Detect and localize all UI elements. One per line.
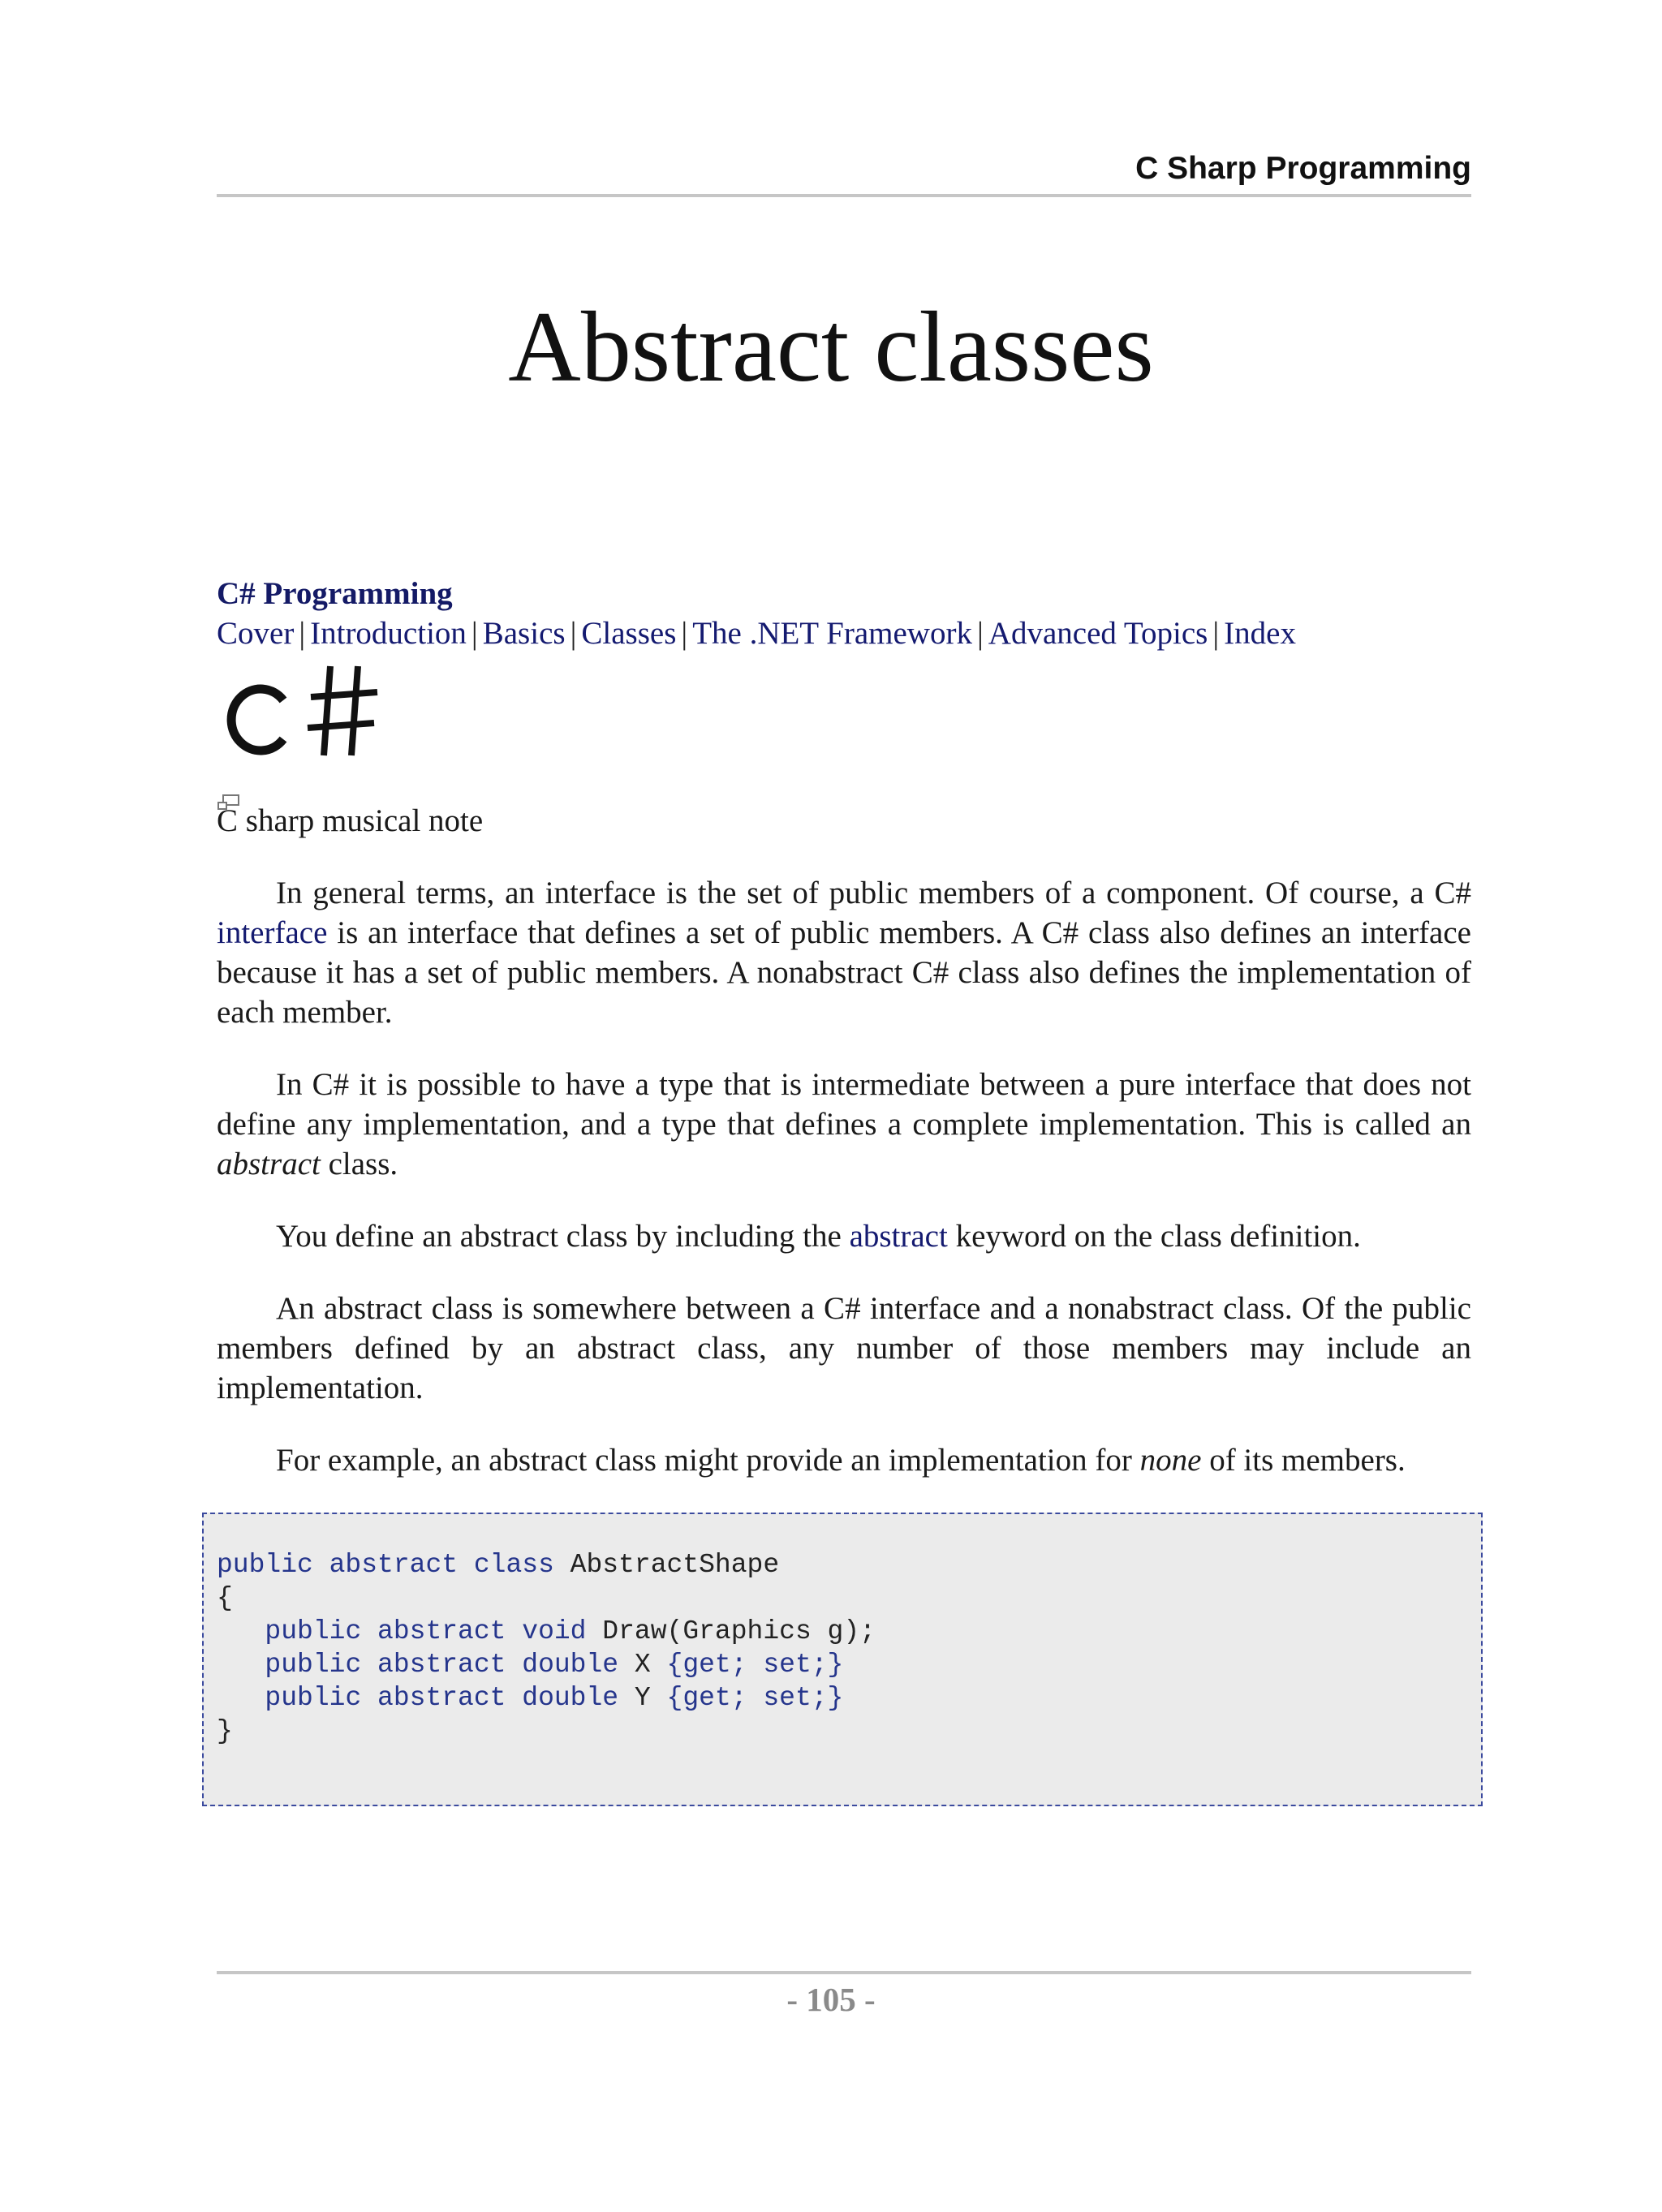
code-indent xyxy=(217,1650,265,1680)
paragraph-text: You define an abstract class by including the xyxy=(276,1219,850,1254)
nav-separator: | xyxy=(299,616,306,651)
book-navigation xyxy=(217,613,1471,653)
code-keyword: {get; set;} xyxy=(666,1650,844,1680)
page-number: - 105 - xyxy=(786,1981,876,2018)
emphasis-abstract: abstract xyxy=(217,1147,321,1181)
nav-link-net-framework[interactable]: The .NET Framework xyxy=(692,616,972,651)
paragraph-text: of its members. xyxy=(1201,1443,1406,1478)
code-line xyxy=(217,1548,1468,1582)
code-keyword: public abstract class xyxy=(217,1550,554,1580)
paragraph-1 xyxy=(217,873,1471,1032)
code-line xyxy=(217,1615,1468,1648)
nav-link-classes[interactable]: Classes xyxy=(581,616,677,651)
code-keyword: {get; set;} xyxy=(666,1683,844,1713)
code-keyword: public abstract double xyxy=(265,1650,619,1680)
book-name: C# Programming xyxy=(217,576,453,611)
emphasis-none: none xyxy=(1139,1443,1202,1478)
interface-link[interactable]: interface xyxy=(217,915,328,950)
code-line xyxy=(217,1681,1468,1715)
nav-link-cover[interactable]: Cover xyxy=(217,616,295,651)
code-line xyxy=(217,1648,1468,1681)
code-text: Draw(Graphics g); xyxy=(586,1616,876,1646)
figure-caption: C sharp musical note xyxy=(217,803,484,838)
chapter-title: Abstract classes xyxy=(508,291,1154,402)
nav-separator: | xyxy=(1212,616,1220,651)
code-keyword: public abstract double xyxy=(265,1683,619,1713)
code-keyword: public abstract void xyxy=(265,1616,587,1646)
code-text: AbstractShape xyxy=(553,1550,780,1580)
nav-separator: | xyxy=(681,616,688,651)
paragraph-text: keyword on the class definition. xyxy=(947,1219,1361,1254)
nav-separator: | xyxy=(976,616,984,651)
code-text: X xyxy=(618,1650,667,1680)
paragraph-text: In general terms, an interface is the set of public members of a component. Of course, a C# xyxy=(276,876,1471,910)
c-sharp-logo-icon[interactable] xyxy=(217,660,1471,764)
running-header: C Sharp Programming xyxy=(1135,151,1471,186)
code-line: } xyxy=(217,1716,233,1746)
code-text: Y xyxy=(618,1683,667,1713)
code-line: { xyxy=(217,1583,233,1613)
code-indent xyxy=(217,1616,265,1646)
paragraph-4: An abstract class is somewhere between a C# interface and a nonabstract class. Of the public members defined by an abstract class, any number of those members may include an implementation. xyxy=(217,1291,1471,1405)
nav-link-index[interactable]: Index xyxy=(1224,616,1296,651)
nav-separator: | xyxy=(471,616,478,651)
nav-separator: | xyxy=(570,616,577,651)
nav-link-introduction[interactable]: Introduction xyxy=(310,616,467,651)
nav-link-basics[interactable]: Basics xyxy=(482,616,566,651)
paragraph-5 xyxy=(217,1440,1471,1480)
paragraph-3 xyxy=(217,1216,1471,1256)
paragraph-text: For example, an abstract class might provide an implementation for xyxy=(276,1443,1140,1478)
paragraph-2 xyxy=(217,1065,1471,1184)
enlarge-icon[interactable] xyxy=(217,781,241,799)
paragraph-text: In C# it is possible to have a type that is intermediate between a pure interface that does not define any implementation, and a type that defines a complete implementation. This is called an xyxy=(217,1067,1471,1142)
paragraph-text: class. xyxy=(320,1147,398,1181)
nav-link-advanced-topics[interactable]: Advanced Topics xyxy=(988,616,1208,651)
main-content xyxy=(217,574,1471,1480)
footer-rule xyxy=(217,1971,1471,1974)
paragraph-text: is an interface that defines a set of public members. A C# class also defines an interface because it has a set of public members. A nonabstract C# class also defines the implementation of each member. xyxy=(217,915,1471,1030)
code-block xyxy=(202,1513,1483,1806)
header-rule xyxy=(217,194,1471,197)
code-indent xyxy=(217,1683,265,1713)
abstract-keyword-link[interactable]: abstract xyxy=(849,1219,948,1254)
